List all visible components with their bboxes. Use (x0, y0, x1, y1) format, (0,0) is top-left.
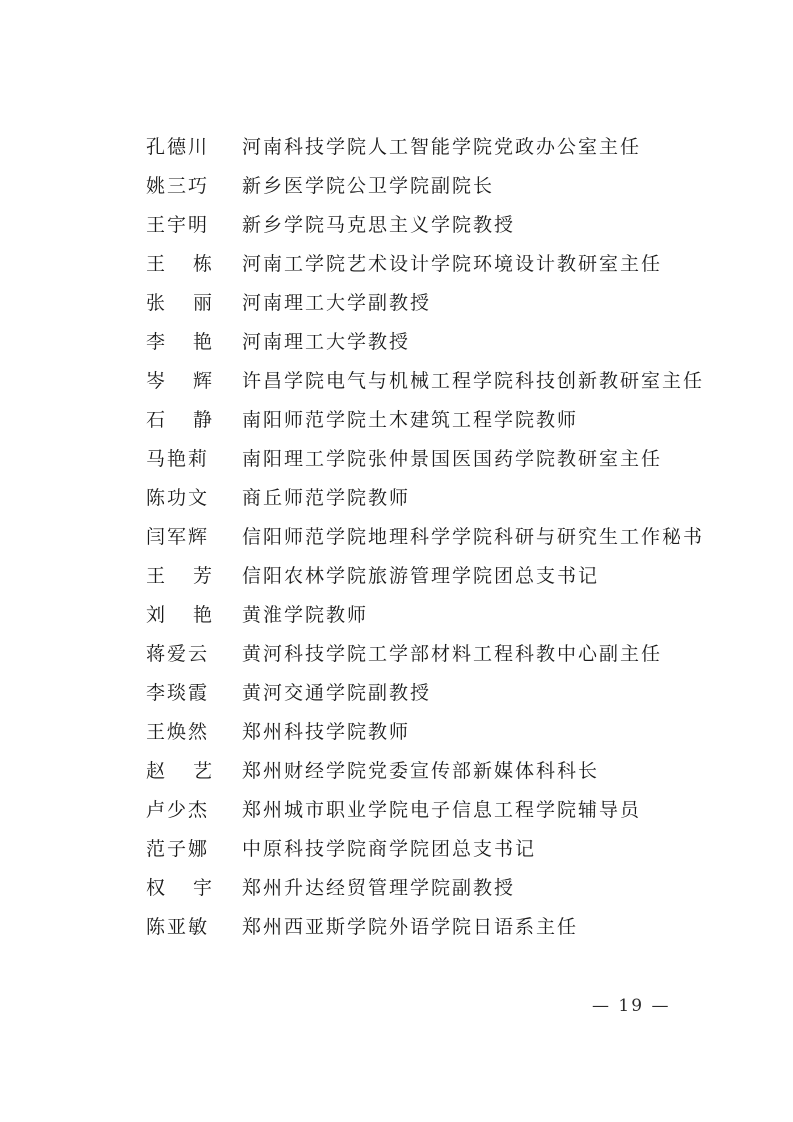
person-name: 王焕然 (146, 721, 210, 743)
list-item (146, 791, 706, 830)
person-name: 李 艳 (146, 331, 212, 353)
list-item (146, 830, 706, 869)
person-affiliation: 黄河交通学院副教授 (242, 682, 432, 704)
person-affiliation: 商丘师范学院教师 (242, 487, 411, 509)
list-item (146, 635, 706, 674)
person-affiliation: 河南理工大学副教授 (242, 292, 432, 314)
person-name: 王 栋 (146, 253, 212, 275)
person-affiliation: 中原科技学院商学院团总支书记 (242, 838, 537, 860)
personnel-list (146, 128, 706, 947)
list-item (146, 401, 706, 440)
person-name: 岑 辉 (146, 370, 212, 392)
list-item (146, 479, 706, 518)
list-item (146, 440, 706, 479)
person-name: 陈功文 (146, 487, 210, 509)
list-item (146, 167, 706, 206)
list-item (146, 245, 706, 284)
person-name: 卢少杰 (146, 799, 210, 821)
person-affiliation: 郑州升达经贸管理学院副教授 (242, 877, 516, 899)
person-affiliation: 许昌学院电气与机械工程学院科技创新教研室主任 (242, 370, 705, 392)
person-name: 刘 艳 (146, 604, 212, 626)
person-name: 姚三巧 (146, 175, 210, 197)
list-item (146, 518, 706, 557)
list-item (146, 908, 706, 947)
person-name: 张 丽 (146, 292, 212, 314)
person-name: 范子娜 (146, 838, 210, 860)
person-name: 石 静 (146, 409, 212, 431)
person-name: 王宇明 (146, 214, 210, 236)
person-affiliation: 南阳理工学院张仲景国医国药学院教研室主任 (242, 448, 663, 470)
person-name: 王 芳 (146, 565, 212, 587)
list-item (146, 323, 706, 362)
list-item (146, 674, 706, 713)
person-affiliation: 信阳师范学院地理科学学院科研与研究生工作秘书 (242, 526, 705, 548)
person-affiliation: 新乡医学院公卫学院副院长 (242, 175, 495, 197)
list-item (146, 869, 706, 908)
list-item (146, 596, 706, 635)
list-item (146, 128, 706, 167)
list-item (146, 713, 706, 752)
person-affiliation: 南阳师范学院土木建筑工程学院教师 (242, 409, 579, 431)
person-name: 陈亚敏 (146, 916, 210, 938)
person-name: 李琰霞 (146, 682, 210, 704)
person-affiliation: 信阳农林学院旅游管理学院团总支书记 (242, 565, 600, 587)
list-item (146, 752, 706, 791)
person-affiliation: 河南科技学院人工智能学院党政办公室主任 (242, 136, 642, 158)
page-number: — 19 — (592, 996, 671, 1016)
person-affiliation: 郑州财经学院党委宣传部新媒体科科长 (242, 760, 600, 782)
list-item (146, 284, 706, 323)
person-affiliation: 郑州城市职业学院电子信息工程学院辅导员 (242, 799, 642, 821)
list-item (146, 206, 706, 245)
person-name: 马艳莉 (146, 448, 210, 470)
person-affiliation: 河南理工大学教授 (242, 331, 411, 353)
person-name: 蒋爱云 (146, 643, 210, 665)
person-name: 孔德川 (146, 136, 210, 158)
person-name: 赵 艺 (146, 760, 212, 782)
list-item (146, 557, 706, 596)
person-affiliation: 河南工学院艺术设计学院环境设计教研室主任 (242, 253, 663, 275)
person-affiliation: 新乡学院马克思主义学院教授 (242, 214, 516, 236)
person-affiliation: 黄淮学院教师 (242, 604, 369, 626)
person-affiliation: 黄河科技学院工学部材料工程科教中心副主任 (242, 643, 663, 665)
person-name: 闫军辉 (146, 526, 210, 548)
list-item (146, 362, 706, 401)
person-affiliation: 郑州西亚斯学院外语学院日语系主任 (242, 916, 579, 938)
person-affiliation: 郑州科技学院教师 (242, 721, 411, 743)
person-name: 权 宇 (146, 877, 212, 899)
